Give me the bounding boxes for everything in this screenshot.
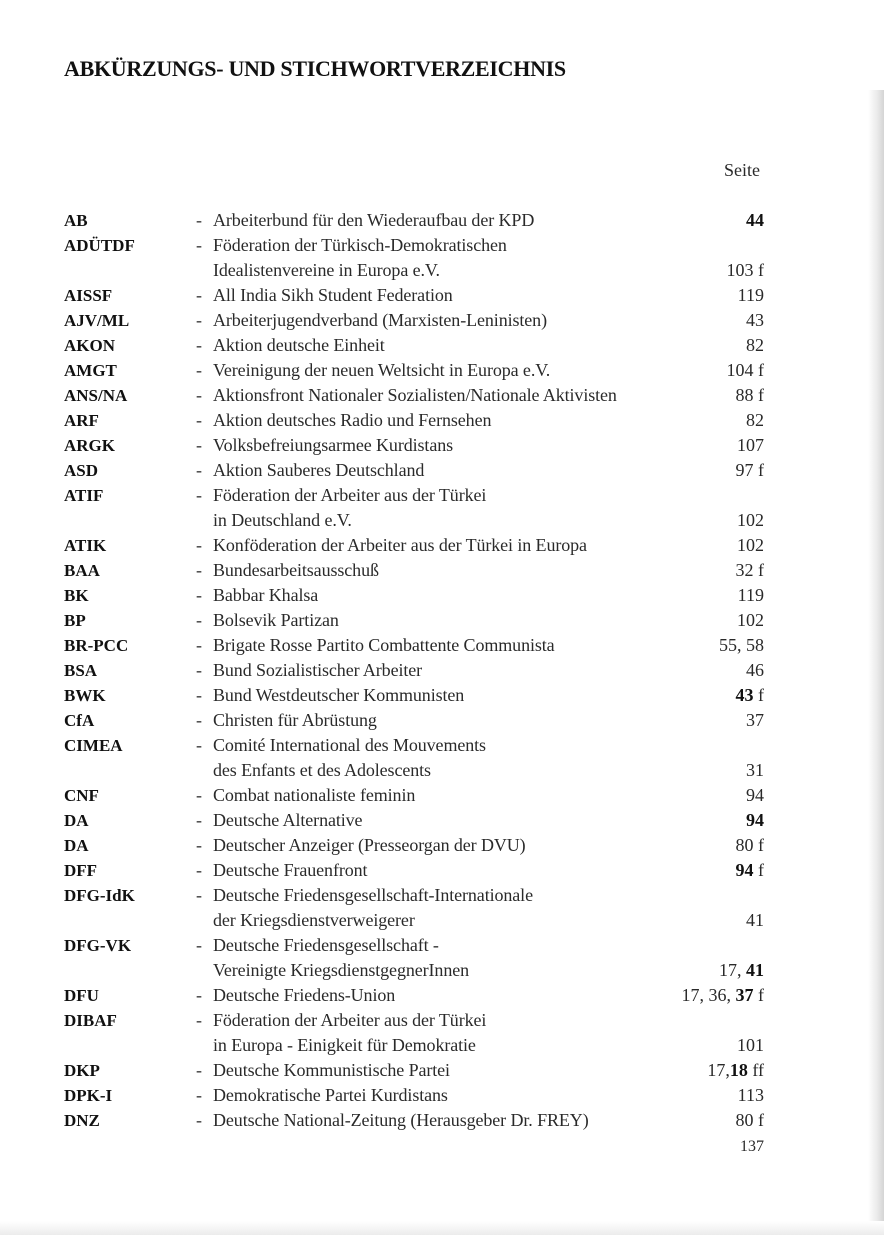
page-ref-bold: 94 [735, 860, 754, 880]
entry-dash: - [196, 535, 202, 555]
entry-pages [719, 958, 764, 983]
entry-description: Demokratische Partei Kurdistans [213, 1085, 448, 1105]
entry-abbreviation: ATIF [64, 486, 104, 505]
page-ref: 17, [707, 1060, 730, 1080]
entry-row [64, 308, 764, 333]
page-ref: 103 f [726, 260, 764, 280]
entry-description: Brigate Rosse Partito Combattente Communista [213, 635, 555, 655]
entry-pages [727, 358, 765, 383]
page-ref: 104 f [726, 360, 764, 380]
entry-description: Deutsche Alternative [213, 810, 363, 830]
entry-row [64, 708, 764, 733]
page-ref: 102 [737, 535, 764, 555]
entry-pages [746, 658, 764, 683]
entry-description: Arbeiterbund für den Wiederaufbau der KPD [213, 210, 535, 230]
entry-description: Deutsche Kommunistische Partei [213, 1060, 450, 1080]
entry-description: Konföderation der Arbeiter aus der Türkei in Europa [213, 535, 587, 555]
entry-dash: - [196, 460, 202, 480]
entry-dash: - [196, 285, 202, 305]
entry-pages [736, 1108, 765, 1133]
entry-dash: - [196, 210, 202, 230]
entry-abbreviation: DIBAF [64, 1011, 117, 1030]
entry-pages [746, 333, 764, 358]
entry-abbreviation: BR-PCC [64, 636, 129, 655]
entry-abbreviation: DA [64, 836, 89, 855]
entry-row [64, 283, 764, 308]
entry-row [64, 858, 764, 883]
entry-description: Föderation der Türkisch-Demokratischen [213, 235, 507, 255]
entry-description: Bund Sozialistischer Arbeiter [213, 660, 423, 680]
entry-abbreviation: ASD [64, 461, 99, 480]
entry-pages [746, 208, 764, 233]
page-ref: 43 [746, 310, 764, 330]
entry-abbreviation: DPK-I [64, 1086, 113, 1105]
page-ref: 41 [746, 910, 764, 930]
entry-description: Deutscher Anzeiger (Presseorgan der DVU) [213, 835, 526, 855]
entry-pages [737, 508, 764, 533]
entry-abbreviation: BSA [64, 661, 98, 680]
page-ref: 80 f [735, 1110, 764, 1130]
entry-row [64, 833, 764, 858]
page-title: ABKÜRZUNGS- UND STICHWORTVERZEICHNIS [64, 56, 566, 81]
entry-description: Deutsche Frauenfront [213, 860, 368, 880]
entry-row [64, 508, 764, 533]
entry-dash: - [196, 735, 202, 755]
entry-dash: - [196, 860, 202, 880]
entry-row [64, 358, 764, 383]
entry-row [64, 1033, 764, 1058]
page-ref: 88 f [735, 385, 764, 405]
seite-column-header: Seite [724, 160, 760, 180]
page-ref: 82 [746, 335, 764, 355]
entry-description: Christen für Abrüstung [213, 710, 377, 730]
page-ref: 101 [737, 1035, 764, 1055]
page-ref: 113 [737, 1085, 764, 1105]
entry-abbreviation: DA [64, 811, 89, 830]
entry-pages [736, 458, 765, 483]
entry-row [64, 1108, 764, 1133]
page-ref-bold: 94 [746, 810, 764, 830]
abbreviation-list [64, 208, 764, 1133]
entry-row [64, 658, 764, 683]
page-ref: 82 [746, 410, 764, 430]
page-ref: 119 [737, 285, 764, 305]
entry-row [64, 1058, 764, 1083]
page-ref: 37 [746, 710, 764, 730]
entry-description: All India Sikh Student Federation [213, 285, 453, 305]
entry-abbreviation: BWK [64, 686, 106, 705]
entry-description: Vereinigte KriegsdienstgegnerInnen [213, 960, 470, 980]
entry-description: Vereinigung der neuen Weltsicht in Europa e.V. [213, 360, 551, 380]
entry-description: Deutsche National-Zeitung (Herausgeber Dr. FREY) [213, 1110, 589, 1130]
entry-pages [727, 258, 765, 283]
entry-abbreviation: AKON [64, 336, 115, 355]
entry-description: in Deutschland e.V. [213, 510, 352, 530]
entry-description: Aktion deutsche Einheit [213, 335, 385, 355]
entry-dash: - [196, 410, 202, 430]
entry-pages [737, 1033, 764, 1058]
entry-dash: - [196, 985, 202, 1005]
entry-description: Föderation der Arbeiter aus der Türkei [213, 1010, 487, 1030]
entry-dash: - [196, 610, 202, 630]
entry-abbreviation: DKP [64, 1061, 100, 1080]
entry-pages [746, 908, 764, 933]
entry-row [64, 683, 764, 708]
entry-row [64, 608, 764, 633]
entry-abbreviation: ATIK [64, 536, 107, 555]
entry-row [64, 333, 764, 358]
entry-row [64, 233, 764, 258]
entry-dash: - [196, 635, 202, 655]
page-ref: f [753, 685, 764, 705]
entry-pages [736, 558, 765, 583]
page-ref: 80 f [735, 835, 764, 855]
page-bottom-shadow [0, 1221, 884, 1235]
entry-dash: - [196, 810, 202, 830]
page-ref: 17, 36, [681, 985, 736, 1005]
entry-description: Bundesarbeitsausschuß [213, 560, 379, 580]
entry-description: Idealistenvereine in Europa e.V. [213, 260, 440, 280]
entry-row [64, 908, 764, 933]
entry-row [64, 558, 764, 583]
entry-description: der Kriegsdienstverweigerer [213, 910, 415, 930]
entry-abbreviation: BAA [64, 561, 100, 580]
entry-pages [682, 983, 765, 1008]
entry-pages [737, 433, 764, 458]
entry-pages [736, 683, 765, 708]
entry-dash: - [196, 1110, 202, 1130]
entry-dash: - [196, 710, 202, 730]
entry-abbreviation: BK [64, 586, 89, 605]
entry-dash: - [196, 660, 202, 680]
entry-abbreviation: AJV/ML [64, 311, 130, 330]
entry-description: Bolsevik Partizan [213, 610, 339, 630]
entry-pages [736, 383, 765, 408]
entry-row [64, 983, 764, 1008]
entry-pages [738, 583, 764, 608]
entry-pages [738, 1083, 764, 1108]
entry-pages [737, 608, 764, 633]
page-ref: 107 [737, 435, 764, 455]
entry-abbreviation: DNZ [64, 1111, 100, 1130]
entry-dash: - [196, 435, 202, 455]
page-ref-bold: 18 [729, 1060, 748, 1080]
entry-abbreviation: ADÜTDF [64, 236, 135, 255]
page-ref: 32 f [735, 560, 764, 580]
entry-description: Arbeiterjugendverband (Marxisten-Leninisten) [213, 310, 547, 330]
entry-abbreviation: AISSF [64, 286, 113, 305]
entry-abbreviation: ANS/NA [64, 386, 128, 405]
page-ref-bold: 41 [746, 960, 764, 980]
entry-description: Aktion Sauberes Deutschland [213, 460, 425, 480]
entry-description: Comité International des Mouvements [213, 735, 486, 755]
entry-description: Föderation der Arbeiter aus der Türkei [213, 485, 487, 505]
entry-dash: - [196, 385, 202, 405]
entry-dash: - [196, 560, 202, 580]
entry-abbreviation: ARGK [64, 436, 115, 455]
entry-row [64, 383, 764, 408]
entry-row [64, 483, 764, 508]
entry-abbreviation: DFF [64, 861, 98, 880]
entry-description: Deutsche Friedensgesellschaft - [213, 935, 439, 955]
entry-row [64, 458, 764, 483]
entry-dash: - [196, 935, 202, 955]
entry-row [64, 933, 764, 958]
page-ref: 102 [737, 610, 764, 630]
page-ref: f [753, 860, 764, 880]
entry-row [64, 633, 764, 658]
page-ref-bold: 37 [735, 985, 754, 1005]
entry-row [64, 533, 764, 558]
entry-description: in Europa - Einigkeit für Demokratie [213, 1035, 476, 1055]
entry-description: Aktionsfront Nationaler Sozialisten/Nationale Aktivisten [213, 385, 617, 405]
entry-row [64, 808, 764, 833]
entry-pages [737, 533, 764, 558]
entry-row [64, 208, 764, 233]
entry-pages [719, 633, 764, 658]
entry-dash: - [196, 310, 202, 330]
entry-abbreviation: ARF [64, 411, 99, 430]
page-ref: 119 [737, 585, 764, 605]
page-ref: f [753, 985, 764, 1005]
entry-dash: - [196, 1010, 202, 1030]
entry-abbreviation: BP [64, 611, 86, 630]
entry-row [64, 733, 764, 758]
entry-pages [746, 808, 764, 833]
entry-dash: - [196, 360, 202, 380]
entry-row [64, 1083, 764, 1108]
page-edge-shadow [868, 90, 884, 1235]
entry-dash: - [196, 835, 202, 855]
entry-pages [746, 783, 764, 808]
entry-description: Deutsche Friedensgesellschaft-Internationale [213, 885, 533, 905]
entry-abbreviation: DFG-VK [64, 936, 132, 955]
entry-description: Babbar Khalsa [213, 585, 319, 605]
entry-dash: - [196, 585, 202, 605]
entry-row [64, 433, 764, 458]
entry-description: Combat nationaliste feminin [213, 785, 416, 805]
entry-row [64, 583, 764, 608]
entry-abbreviation: DFG-IdK [64, 886, 135, 905]
entry-row [64, 408, 764, 433]
entry-abbreviation: AB [64, 211, 88, 230]
page-ref: 17, [719, 960, 746, 980]
entry-dash: - [196, 785, 202, 805]
entry-row [64, 258, 764, 283]
entry-dash: - [196, 685, 202, 705]
page-ref: 97 f [735, 460, 764, 480]
page-number: 137 [740, 1138, 764, 1155]
page-ref-bold: 44 [746, 210, 764, 230]
entry-row [64, 1008, 764, 1033]
entry-dash: - [196, 235, 202, 255]
entry-pages [736, 833, 765, 858]
entry-abbreviation: AMGT [64, 361, 117, 380]
entry-dash: - [196, 1085, 202, 1105]
page-ref: 31 [746, 760, 764, 780]
entry-dash: - [196, 485, 202, 505]
entry-abbreviation: DFU [64, 986, 99, 1005]
entry-abbreviation: CfA [64, 711, 95, 730]
entry-row [64, 883, 764, 908]
entry-row [64, 958, 764, 983]
entry-dash: - [196, 1060, 202, 1080]
entry-pages [746, 408, 764, 433]
page-ref: 55, 58 [719, 635, 764, 655]
entry-row [64, 758, 764, 783]
entry-abbreviation: CNF [64, 786, 99, 805]
page-ref-bold: 43 [735, 685, 754, 705]
entry-dash: - [196, 335, 202, 355]
entry-pages [746, 758, 764, 783]
entry-description: Deutsche Friedens-Union [213, 985, 396, 1005]
entry-abbreviation: CIMEA [64, 736, 123, 755]
entry-dash: - [196, 885, 202, 905]
page-ref: ff [747, 1060, 764, 1080]
page-ref: 46 [746, 660, 764, 680]
entry-description: des Enfants et des Adolescents [213, 760, 431, 780]
entry-row [64, 783, 764, 808]
entry-pages [738, 283, 764, 308]
entry-description: Bund Westdeutscher Kommunisten [213, 685, 465, 705]
entry-pages [736, 858, 765, 883]
entry-pages [707, 1058, 764, 1083]
entry-pages [746, 308, 764, 333]
entry-description: Aktion deutsches Radio und Fernsehen [213, 410, 492, 430]
page-ref: 94 [746, 785, 764, 805]
page-ref: 102 [737, 510, 764, 530]
entry-description: Volksbefreiungsarmee Kurdistans [213, 435, 454, 455]
entry-pages [746, 708, 764, 733]
